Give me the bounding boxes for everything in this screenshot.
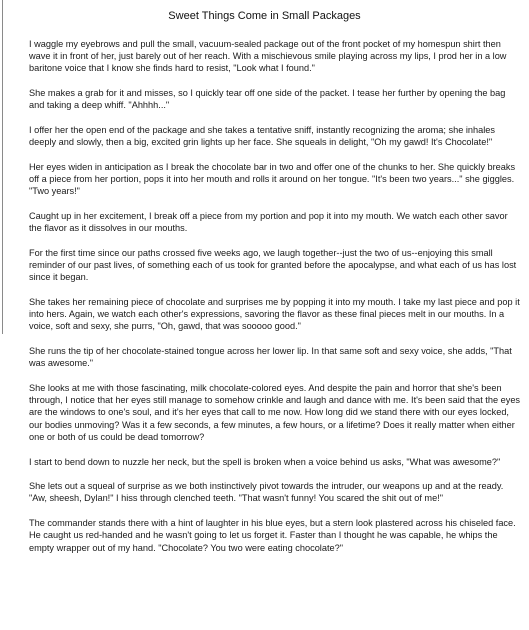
document-title: Sweet Things Come in Small Packages [168,10,361,22]
paragraph-4: Her eyes widen in anticipation as I break the chocolate bar in two and offer one of the chunks to her. She quickly breaks off a piece from her portion, pops it into her mouth and rolls it around on her tongue. "It's been two years..." she giggles. "Two years!" [29,161,516,197]
paragraph-5: Caught up in her excitement, I break off a piece from my portion and pop it into my mouth. We watch each other savor the flavor as it dissolves in our mouths. [29,211,508,234]
paragraph-2: She makes a grab for it and misses, so I quickly tear off one side of the packet. I tease her further by opening the bag and taking a deep whiff. "Ahhhh..." [29,88,506,111]
paragraph-6: For the first time since our paths crossed five weeks ago, we laugh together--just the two of us--enjoying this small reminder of our past lives, of something each of us took for granted before the apocalypse, and what each of us has lost since it began. [29,247,517,283]
paragraph-10: I start to bend down to nuzzle her neck, but the spell is broken when a voice behind us asks, "What was awesome?" [29,456,501,467]
paragraph-3: I offer her the open end of the package and she takes a tentative sniff, instantly recognizing the aroma; she inhales deeply and slowly, then a big, excited grin lights up her face. She squeals in delight, "Oh my gawd! It's Chocolate!" [29,125,495,148]
page-edge-divider [2,0,3,334]
paragraph-8: She runs the tip of her chocolate-stained tongue across her lower lip. In that same soft and sexy voice, she adds, "That was awesome." [29,346,512,369]
paragraph-9: She looks at me with those fascinating, milk chocolate-colored eyes. And despite the pain and horror that she's been through, I notice that her eyes still manage to somehow crinkle and laugh and dance with me. It's been said that the eyes are the windows to one's soul, and it's her eyes that call to me now. How long did we stand there with our eyes locked, our bodies unmoving? Was it a few seconds, a few minutes, a few hours, or a lifetime? Does it really matter when either one or both of us could be dead tomorrow? [29,383,521,442]
paragraph-11: She lets out a squeal of surprise as we both instinctively pivot towards the intruder, our weapons up and at the ready. "Aw, sheesh, Dylan!" I hiss through clenched teeth. "That wasn't funny! You scared the shit out of me!" [29,481,504,504]
paragraph-1: I waggle my eyebrows and pull the small, vacuum-sealed package out of the front pocket of my homespun shirt then wave it in front of her, just barely out of her reach. With a mischievous smile playing across my lips, I prod her in a low baritone voice that I know she finds hard to resist, "Look what I found." [29,39,507,74]
paragraph-12: The commander stands there with a hint of laughter in his blue eyes, but a stern look plastered across his chiseled face. He caught us red-handed and he wasn't going to let us forget it. Faster than I thought he was capable, he whips the empty wrapper out of my hand. "Chocolate? You two were eating chocolate?" [29,518,516,553]
document-body [29,38,521,566]
paragraph-7: She takes her remaining piece of chocolate and surprises me by popping it into my mouth. I take my last piece and pop it into hers. Again, we watch each other's expressions, savoring the flavor as these final pieces melt in our mouths. In a voice, soft and sexy, she purrs, "Oh, gawd, that was sooooo good." [29,297,520,332]
